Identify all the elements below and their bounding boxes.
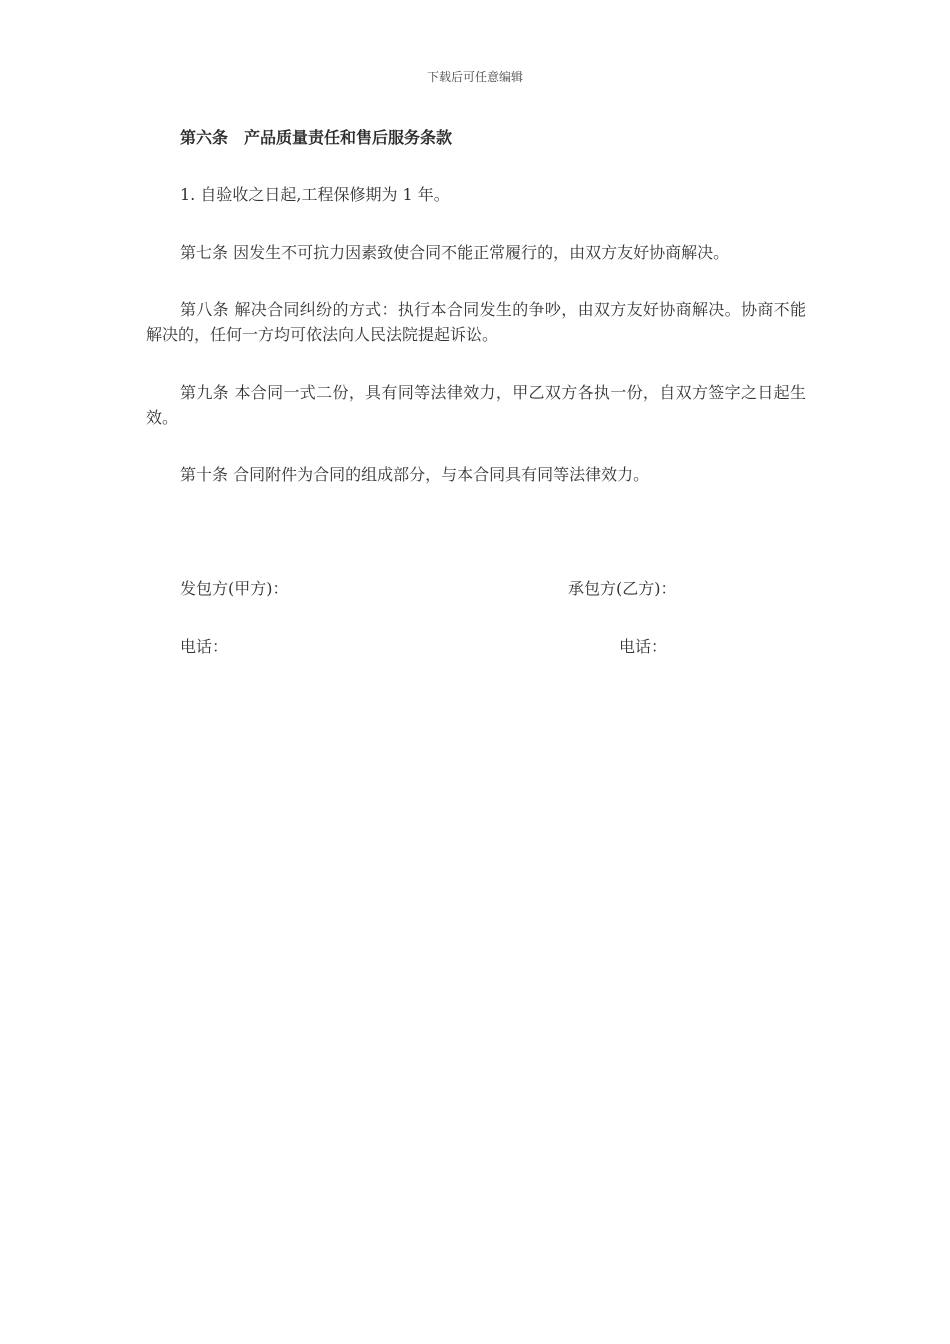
phone-a-label: 电话： [180,637,229,656]
article-7: 第七条 因发生不可抗力因素致使合同不能正常履行的，由双方友好协商解决。 [180,243,730,262]
party-b-label: 承包方(乙方)： [568,579,677,598]
header-note: 下载后可任意编辑 [426,70,523,84]
article-6-item-1: 1. 自验收之日起,工程保修期为 1 年。 [180,185,450,204]
phone-b-label: 电话： [619,637,668,656]
article-10: 第十条 合同附件为合同的组成部分，与本合同具有同等法律效力。 [180,465,650,484]
article-8: 第八条 解决合同纠纷的方式：执行本合同发生的争吵，由双方友好协商解决。协商不能解决的，任何一方均可依法向人民法院提起诉讼。 [146,300,806,344]
article-6-heading: 第六条 产品质量责任和售后服务条款 [180,128,453,147]
article-9: 第九条 本合同一式二份，具有同等法律效力，甲乙双方各执一份，自双方签字之日起生效。 [146,383,806,427]
party-a-label: 发包方(甲方)： [180,579,289,598]
